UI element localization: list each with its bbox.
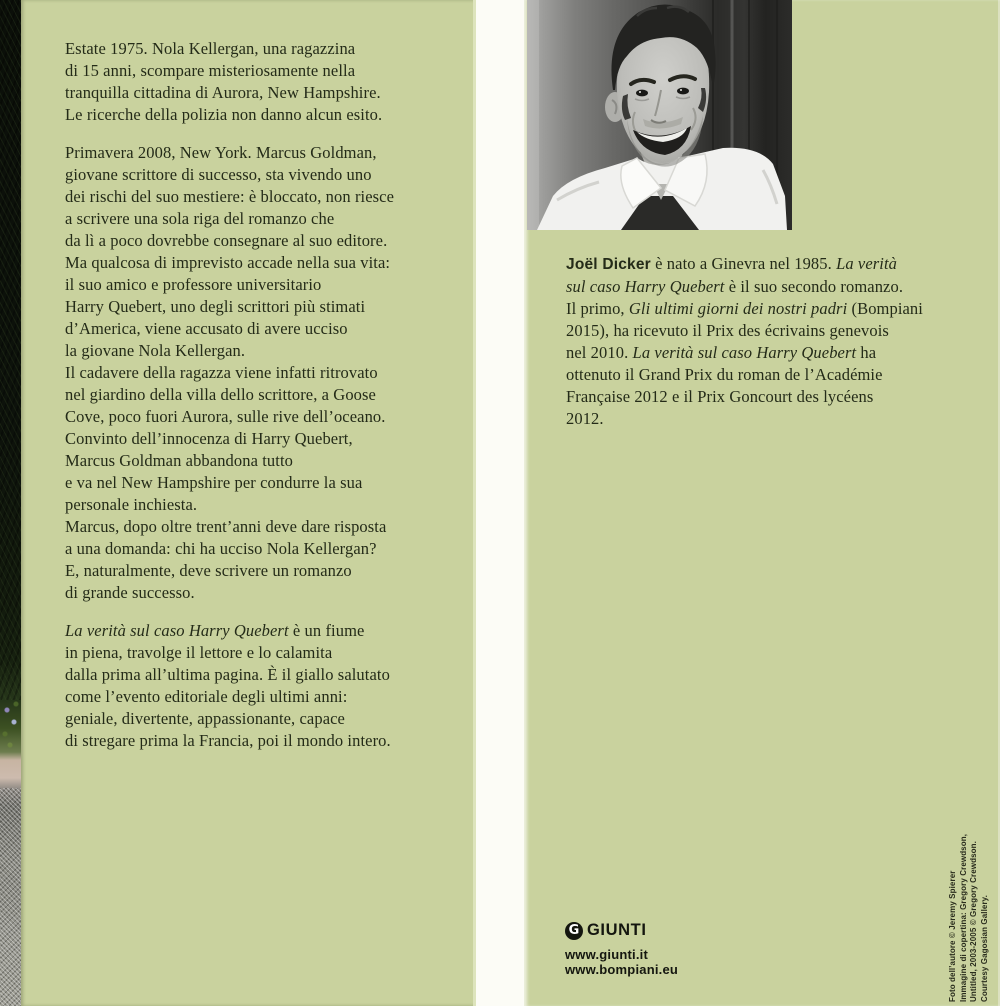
- text-line: e va nel New Hampshire per condurre la sua: [65, 473, 363, 492]
- blurb-text: [65, 38, 465, 768]
- text-line: a scrivere una sola riga del romanzo che: [65, 209, 335, 228]
- text-line: il suo amico e professore universitario: [65, 275, 322, 294]
- text-line: da lì a poco dovrebbe consegnare al suo editore.: [65, 231, 388, 250]
- text-line: ottenuto il Grand Prix du roman de l’Académie: [566, 365, 883, 384]
- giunti-logo-letter: G: [568, 922, 580, 938]
- text-line: nel 2010. La verità sul caso Harry Quebert ha: [566, 343, 877, 362]
- website-giunti: www.giunti.it: [565, 947, 648, 962]
- front-flap: [21, 0, 476, 1006]
- text-line: Untitled, 2003-2005 © Gregory Crewdson.: [969, 841, 978, 1002]
- text-line: Estate 1975. Nola Kellergan, una ragazzina: [65, 39, 356, 58]
- text-line: E, naturalmente, deve scrivere un romanzo: [65, 561, 352, 580]
- text-line: sul caso Harry Quebert è il suo secondo romanzo.: [566, 277, 904, 296]
- text-line: Française 2012 e il Prix Goncourt des lycéens: [566, 387, 874, 406]
- text-line: di 15 anni, scompare misteriosamente nella: [65, 61, 356, 80]
- text-line: dei rischi del suo mestiere: è bloccato, non riesce: [65, 187, 395, 206]
- text-line: Ma qualcosa di imprevisto accade nella sua vita:: [65, 253, 391, 272]
- text-line: nel giardino della villa dello scrittore, a Goose: [65, 385, 376, 404]
- text-line: Le ricerche della polizia non danno alcun esito.: [65, 105, 383, 124]
- blurb-paragraph-2: [65, 142, 465, 604]
- text-line: Harry Quebert, uno degli scrittori più stimati: [65, 297, 366, 316]
- text-line: Immagine di copertina: Gregory Crewdson,: [958, 833, 968, 1002]
- text-line: geniale, divertente, appassionante, capace: [65, 709, 345, 728]
- cover-photo-strip: [0, 0, 21, 1006]
- text-line: La verità sul caso Harry Quebert è un fiume: [65, 621, 365, 640]
- text-line: Il cadavere della ragazza viene infatti ritrovato: [65, 363, 378, 382]
- text-line: come l’evento editoriale degli ultimi anni:: [65, 687, 348, 706]
- author-photo: [527, 0, 792, 230]
- text-line: di stregare prima la Francia, poi il mondo intero.: [65, 731, 391, 750]
- back-flap: [524, 0, 1000, 1006]
- text-line: d’America, viene accusato di avere ucciso: [65, 319, 348, 338]
- text-line: personale inchiesta.: [65, 495, 198, 514]
- text-line: giovane scrittore di successo, sta vivendo uno: [65, 165, 372, 184]
- website-bompiani: www.bompiani.eu: [565, 962, 679, 977]
- text-line: a una domanda: chi ha ucciso Nola Kellergan?: [65, 539, 377, 558]
- giunti-logo-text: GIUNTI: [587, 921, 647, 939]
- text-line: Marcus, dopo oltre trent’anni deve dare risposta: [65, 517, 387, 536]
- text-line: Courtesy Gagosian Gallery.: [979, 895, 989, 1002]
- text-line: Cove, poco fuori Aurora, sulle rive dell’oceano.: [65, 407, 386, 426]
- photo-credits-text: [948, 829, 990, 1002]
- blurb-paragraph-1: [65, 38, 465, 126]
- text-line: Marcus Goldman abbandona tutto: [65, 451, 293, 470]
- text-line: di grande successo.: [65, 583, 195, 602]
- photo-credits: [948, 829, 990, 1002]
- text-line: tranquilla cittadina di Aurora, New Hampshire.: [65, 83, 381, 102]
- publisher-block: [565, 921, 678, 977]
- text-line: 2012.: [566, 409, 604, 428]
- text-line: la giovane Nola Kellergan.: [65, 341, 246, 360]
- text-line: Joël Dicker è nato a Ginevra nel 1985. La verità: [566, 254, 898, 273]
- text-line: Il primo, Gli ultimi giorni dei nostri padri (Bompiani: [566, 299, 923, 318]
- blurb-paragraph-3: [65, 620, 465, 752]
- text-line: dalla prima all’ultima pagina. È il giallo salutato: [65, 665, 390, 684]
- text-line: Convinto dell’innocenza di Harry Quebert,: [65, 429, 353, 448]
- giunti-logo: [565, 921, 678, 940]
- text-line: in piena, travolge il lettore e lo calamita: [65, 643, 333, 662]
- website-links: [565, 947, 678, 977]
- text-line: Foto dell’autore © Jeremy Spierer: [948, 870, 957, 1002]
- author-bio: [566, 253, 976, 430]
- giunti-logo-icon: [565, 922, 583, 940]
- text-line: Primavera 2008, New York. Marcus Goldman,: [65, 143, 377, 162]
- author-portrait-illustration: [527, 0, 792, 230]
- text-line: 2015), ha ricevuto il Prix des écrivains genevois: [566, 321, 889, 340]
